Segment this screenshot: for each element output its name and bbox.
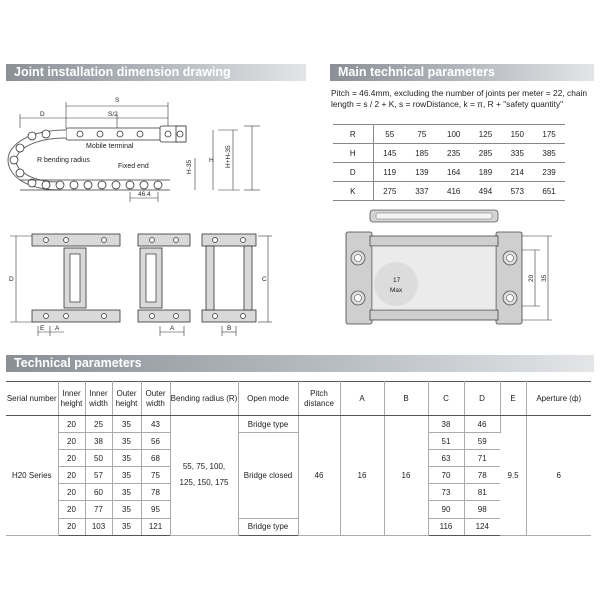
outer-width-cell: 68 (141, 450, 170, 467)
main-cell: 573 (501, 182, 533, 201)
tech-row (6, 416, 591, 433)
inner-width-cell: 57 (85, 467, 112, 484)
inner-height-cell: 20 (58, 450, 85, 467)
c-cell: 38 (428, 416, 464, 433)
inner-height-cell: 20 (58, 433, 85, 450)
inner-height-cell: 20 (58, 501, 85, 518)
main-row-h (333, 144, 565, 163)
joint-drawing-title: Joint installation dimension drawing (6, 64, 306, 81)
open-mode-cell: Bridge closed (238, 433, 298, 518)
main-row-label: K (333, 182, 373, 201)
inner-height-cell: 20 (58, 518, 85, 535)
dim-s-half: S/2 (108, 111, 118, 118)
cross-dim-35: 35 (541, 274, 548, 282)
col-e: E (500, 382, 526, 416)
main-cell: 285 (470, 144, 502, 163)
outer-width-cell: 95 (141, 501, 170, 518)
inner-width-cell: 50 (85, 450, 112, 467)
technical-parameters-title: Technical parameters (6, 355, 594, 372)
outer-height-cell: 35 (112, 416, 141, 433)
main-cell: 335 (501, 144, 533, 163)
main-cell: 494 (470, 182, 502, 201)
front-dim-d: D (9, 276, 14, 283)
main-cell: 75 (406, 125, 438, 144)
col-outer-height: Outer height (112, 382, 141, 416)
bending-radius-label: R bending radius (37, 157, 90, 164)
inner-height-cell: 20 (58, 467, 85, 484)
col-b: B (384, 382, 428, 416)
cross-max-label: Max (390, 287, 403, 294)
main-cell: 275 (373, 182, 406, 201)
open-mode-cell: Bridge type (238, 416, 298, 433)
inner-width-cell: 60 (85, 484, 112, 501)
main-cell: 337 (406, 182, 438, 201)
col-outer-width: Outer width (141, 382, 170, 416)
outer-height-cell: 35 (112, 450, 141, 467)
main-cell: 385 (533, 144, 565, 163)
col-a: A (340, 382, 384, 416)
main-row-r (333, 125, 565, 144)
dim-h: H (209, 157, 214, 164)
c-cell: 73 (428, 484, 464, 501)
col-d: D (464, 382, 500, 416)
b-cell: 16 (384, 416, 428, 536)
main-row-label: D (333, 163, 373, 182)
front-dim-a: A (55, 325, 60, 332)
col-open-mode: Open mode (238, 382, 298, 416)
main-cell: 139 (406, 163, 438, 182)
front-side-view-drawing (0, 226, 320, 338)
main-cell: 100 (438, 125, 470, 144)
main-parameters-table (333, 124, 565, 201)
col-inner-height: Inner height (58, 382, 85, 416)
d-cell: 124 (464, 518, 500, 535)
main-row-d (333, 163, 565, 182)
serial-cell: H20 Series (6, 416, 58, 536)
pitch-cell: 46 (298, 416, 340, 536)
main-cell: 145 (373, 144, 406, 163)
dim-d: D (40, 111, 45, 118)
main-cell: 239 (533, 163, 565, 182)
main-cell: 214 (501, 163, 533, 182)
dim-h-h-35: H+H-35 (225, 145, 232, 168)
c-cell: 63 (428, 450, 464, 467)
outer-width-cell: 121 (141, 518, 170, 535)
col-inner-width: Inner width (85, 382, 112, 416)
chain-installation-drawing (0, 88, 320, 208)
main-cell: 150 (501, 125, 533, 144)
inner-height-cell: 20 (58, 484, 85, 501)
side-dim-b: B (227, 325, 232, 332)
main-cell: 416 (438, 182, 470, 201)
main-cell: 164 (438, 163, 470, 182)
main-cell: 185 (406, 144, 438, 163)
dim-s: S (115, 97, 120, 104)
open-mode-cell: Bridge type (238, 518, 298, 535)
d-cell: 71 (464, 450, 500, 467)
main-parameters-title: Main technical parameters (330, 64, 594, 81)
inner-width-cell: 77 (85, 501, 112, 518)
inner-width-cell: 103 (85, 518, 112, 535)
d-cell: 59 (464, 433, 500, 450)
dim-pitch: 46.4 (138, 191, 151, 198)
outer-height-cell: 35 (112, 467, 141, 484)
outer-height-cell: 35 (112, 433, 141, 450)
main-cell: 189 (470, 163, 502, 182)
bending-radius-cell: 55, 75, 100, 125, 150, 175 (170, 416, 238, 536)
mobile-terminal-label: Mobile terminal (86, 143, 134, 150)
dim-h-35: H-35 (186, 159, 193, 174)
fixed-end-label: Fixed end (118, 163, 149, 170)
main-parameters-description: Pitch = 46.4mm, excluding the number of joints per meter = 22, chain length = s / 2 + K, s = rowDistance, k = π, R + "safety quantity" (331, 88, 588, 109)
c-cell: 90 (428, 501, 464, 518)
c-cell: 51 (428, 433, 464, 450)
main-row-label: H (333, 144, 373, 163)
c-cell: 70 (428, 467, 464, 484)
col-aperture: Aperture (ф) (526, 382, 591, 416)
c-cell: 116 (428, 518, 464, 535)
main-cell: 55 (373, 125, 406, 144)
front-dim-e: E (40, 325, 45, 332)
e-cell: 9.5 (500, 416, 526, 536)
outer-width-cell: 78 (141, 484, 170, 501)
outer-height-cell: 35 (112, 501, 141, 518)
main-cell: 175 (533, 125, 565, 144)
inner-height-cell: 20 (58, 416, 85, 433)
main-cell: 119 (373, 163, 406, 182)
cross-section-drawing (330, 206, 594, 338)
col-pitch: Pitch distance (298, 382, 340, 416)
col-bending-radius: Bending radius (R) (170, 382, 238, 416)
main-row-k (333, 182, 565, 201)
col-c: C (428, 382, 464, 416)
d-cell: 98 (464, 501, 500, 518)
main-row-label: R (333, 125, 373, 144)
col-serial: Serial number (6, 382, 58, 416)
inner-width-cell: 25 (85, 416, 112, 433)
technical-parameters-table (6, 381, 591, 536)
main-cell: 235 (438, 144, 470, 163)
side-dim-c: C (262, 276, 267, 283)
outer-width-cell: 56 (141, 433, 170, 450)
a-cell: 16 (340, 416, 384, 536)
outer-width-cell: 43 (141, 416, 170, 433)
cross-dim-20: 20 (528, 274, 535, 282)
main-cell: 125 (470, 125, 502, 144)
cross-max-number: 17 (393, 277, 401, 284)
main-cell: 651 (533, 182, 565, 201)
front-dim-a2: A (170, 325, 175, 332)
d-cell: 78 (464, 467, 500, 484)
outer-width-cell: 75 (141, 467, 170, 484)
d-cell: 46 (464, 416, 500, 433)
outer-height-cell: 35 (112, 484, 141, 501)
inner-width-cell: 38 (85, 433, 112, 450)
aperture-cell: 6 (526, 416, 591, 536)
d-cell: 81 (464, 484, 500, 501)
outer-height-cell: 35 (112, 518, 141, 535)
